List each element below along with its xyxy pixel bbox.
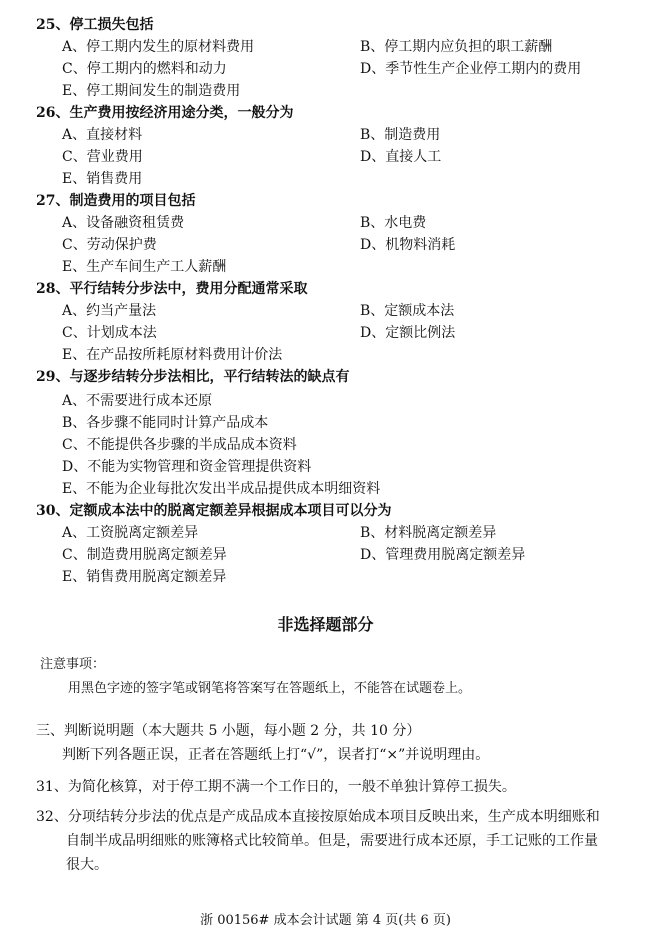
- option-25-b: B、停工期内应负担的职工薪酬: [360, 39, 553, 55]
- option-28-e: E、在产品按所耗原材料费用计价法: [62, 347, 283, 363]
- question-32-line-3: 很大。: [66, 857, 108, 873]
- option-27-c: C、劳动保护费: [62, 237, 157, 253]
- option-29-d: D、不能为实物管理和资金管理提供资料: [62, 459, 312, 475]
- option-26-d: D、直接人工: [360, 149, 442, 165]
- option-27-e: E、生产车间生产工人薪酬: [62, 259, 227, 275]
- question-26-stem: 26、生产费用按经济用途分类，一般分为: [36, 105, 294, 121]
- question-25-stem: 25、停工损失包括: [36, 17, 154, 33]
- option-28-c: C、计划成本法: [62, 325, 157, 341]
- option-30-a: A、工资脱离定额差异: [62, 525, 199, 541]
- page-footer: 浙 00156# 成本会计试题 第 4 页(共 6 页): [200, 913, 451, 928]
- question-29-stem: 29、与逐步结转分步法相比，平行结转法的缺点有: [36, 369, 350, 385]
- option-29-b: B、各步骤不能同时计算产品成本: [62, 415, 269, 431]
- option-30-e: E、销售费用脱离定额差异: [62, 569, 227, 585]
- option-27-a: A、设备融资租赁费: [62, 215, 185, 231]
- option-30-c: C、制造费用脱离定额差异: [62, 547, 227, 563]
- note-body: 用黑色字迹的签字笔或钢笔将答案写在答题纸上，不能答在试题卷上。: [68, 681, 472, 696]
- part3-instruction: 判断下列各题正误，正者在答题纸上打“√”，误者打“×”并说明理由。: [62, 747, 490, 763]
- option-26-b: B、制造费用: [360, 127, 441, 143]
- question-32-line-1: 32、分项结转分步法的优点是产成品成本直接按原始成本项目反映出来，生产成本明细账和: [36, 809, 600, 825]
- option-30-b: B、材料脱离定额差异: [360, 525, 497, 541]
- section-title: 非选择题部分: [277, 615, 374, 634]
- option-27-b: B、水电费: [360, 215, 427, 231]
- option-25-d: D、季节性生产企业停工期内的费用: [360, 61, 582, 77]
- option-25-e: E、停工期间发生的制造费用: [62, 83, 241, 99]
- note-heading: 注意事项：: [40, 657, 106, 672]
- question-31: 31、为简化核算，对于停工期不满一个工作日的，一般不单独计算停工损失。: [36, 779, 516, 795]
- option-29-c: C、不能提供各步骤的半成品成本资料: [62, 437, 297, 453]
- option-25-c: C、停工期内的燃料和动力: [62, 61, 227, 77]
- option-26-e: E、销售费用: [62, 171, 143, 187]
- option-28-a: A、约当产量法: [62, 303, 157, 319]
- option-28-b: B、定额成本法: [360, 303, 455, 319]
- question-30-stem: 30、定额成本法中的脱离定额差异根据成本项目可以分为: [36, 503, 392, 519]
- question-27-stem: 27、制造费用的项目包括: [36, 193, 196, 209]
- question-28-stem: 28、平行结转分步法中，费用分配通常采取: [36, 281, 308, 297]
- option-29-a: A、不需要进行成本还原: [62, 393, 213, 409]
- option-26-c: C、营业费用: [62, 149, 143, 165]
- option-28-d: D、定额比例法: [360, 325, 456, 341]
- option-30-d: D、管理费用脱离定额差异: [360, 547, 526, 563]
- option-29-e: E、不能为企业每批次发出半成品提供成本明细资料: [62, 481, 381, 497]
- option-25-a: A、停工期内发生的原材料费用: [62, 39, 255, 55]
- part3-heading: 三、判断说明题（本大题共 5 小题，每小题 2 分，共 10 分）: [36, 723, 421, 739]
- option-26-a: A、直接材料: [62, 127, 143, 143]
- question-32-line-2: 自制半成品明细账的账簿格式比较简单。但是，需要进行成本还原，手工记账的工作量: [66, 833, 598, 849]
- option-27-d: D、机物料消耗: [360, 237, 456, 253]
